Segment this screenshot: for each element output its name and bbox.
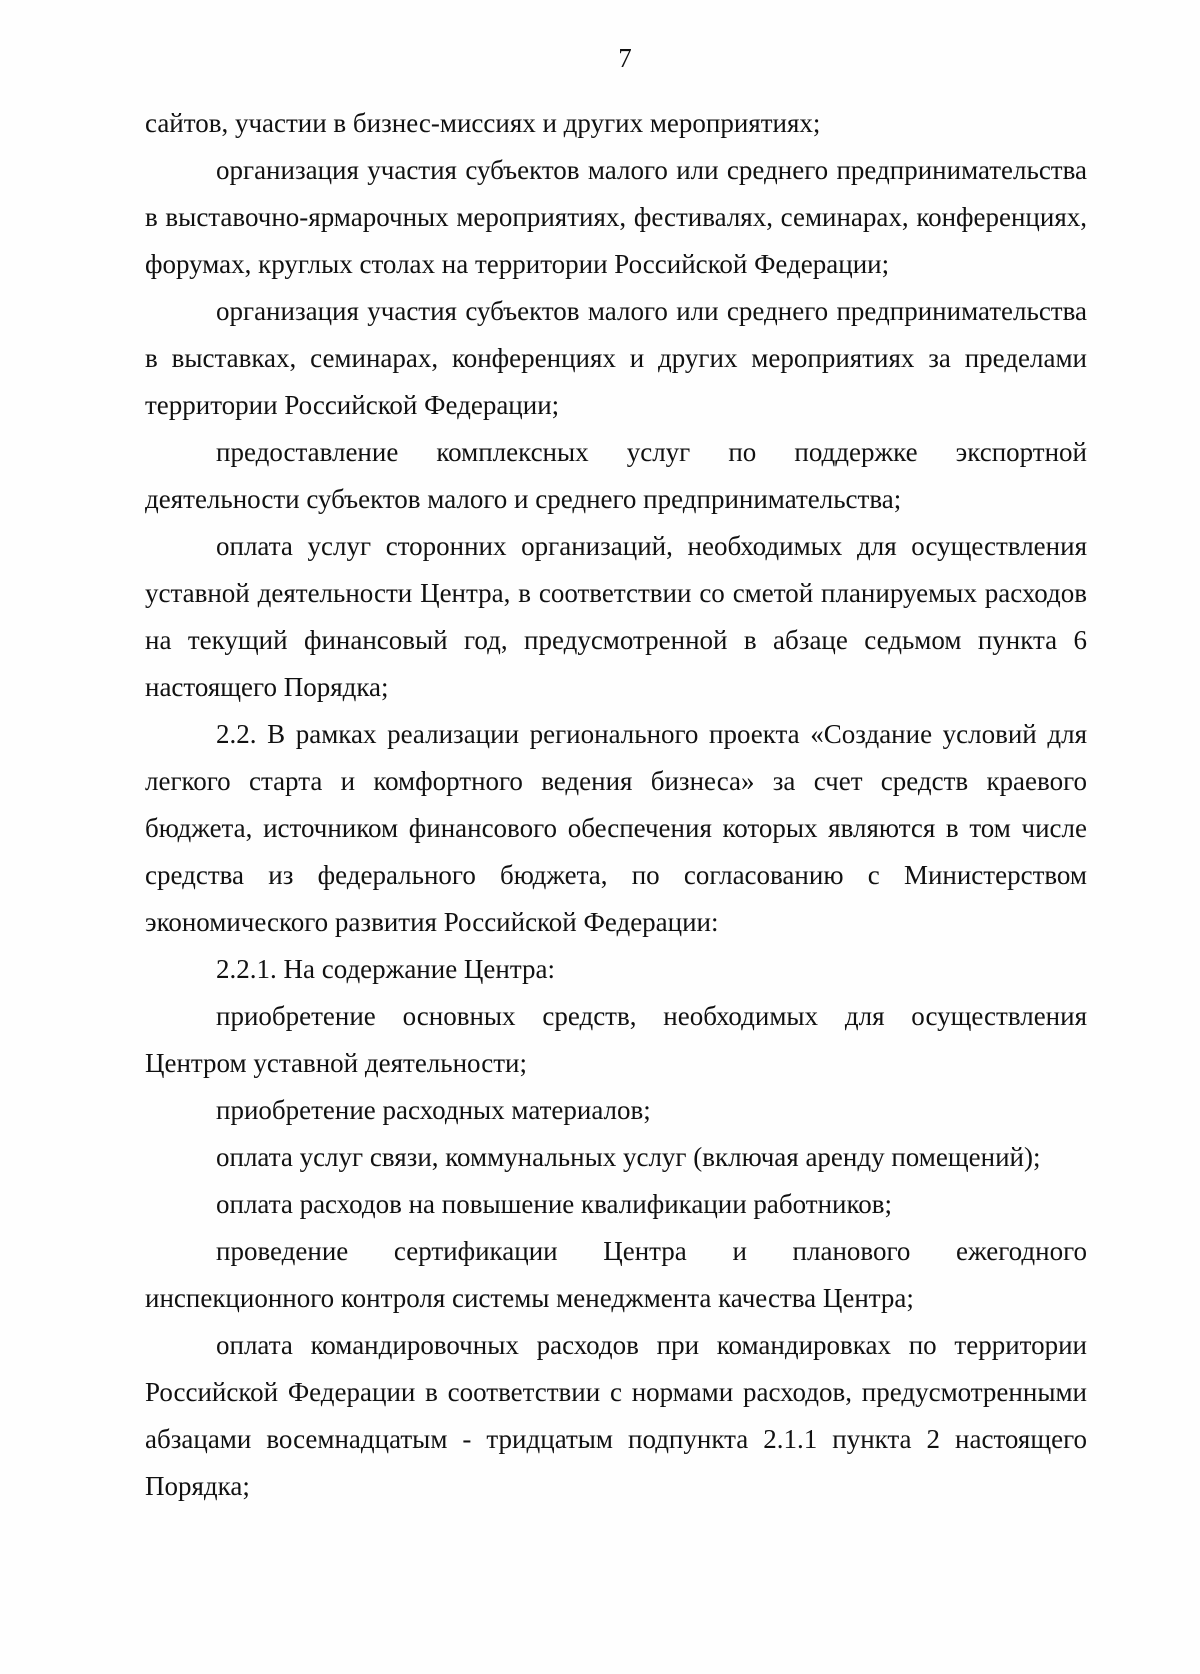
paragraph: проведение сертификации Центра и планового ежегодного инспекционного контроля системы менеджмента качества Центра;	[145, 1236, 1087, 1313]
page-number: 7	[618, 43, 632, 73]
paragraph: 2.2.1. На содержание Центра:	[216, 954, 555, 984]
paragraph: организация участия субъектов малого или среднего предпринимательства в выставочно-ярмарочных мероприятиях, фестивалях, семинарах, конференциях, форумах, круглых столах на территории Российской Федерации;	[145, 155, 1087, 279]
paragraph: предоставление комплексных услуг по поддержке экспортной деятельности субъектов малого и среднего предпринимательства;	[145, 437, 1087, 514]
document-body	[145, 100, 1087, 1510]
paragraph: приобретение основных средств, необходимых для осуществления Центром уставной деятельности;	[145, 1001, 1087, 1078]
paragraph: 2.2. В рамках реализации регионального проекта «Создание условий для легкого старта и комфортного ведения бизнеса» за счет средств краевого бюджета, источником финансового обеспечения которых являются в том числе средства из федерального бюджета, по согласованию с Министерством экономического развития Российской Федерации:	[145, 719, 1087, 937]
paragraph: оплата услуг связи, коммунальных услуг (включая аренду помещений);	[216, 1142, 1041, 1172]
paragraph: оплата командировочных расходов при командировках по территории Российской Федерации в соответствии с нормами расходов, предусмотренными абзацами восемнадцатым - тридцатым подпункта 2.1.1 пункта 2 настоящего Порядка;	[145, 1330, 1087, 1501]
paragraph: организация участия субъектов малого или среднего предпринимательства в выставках, семинарах, конференциях и других мероприятиях за пределами территории Российской Федерации;	[145, 296, 1087, 420]
paragraph-continuation: сайтов, участии в бизнес-миссиях и других мероприятиях;	[145, 108, 821, 138]
paragraph: оплата расходов на повышение квалификации работников;	[216, 1189, 892, 1219]
paragraph: приобретение расходных материалов;	[216, 1095, 651, 1125]
paragraph: оплата услуг сторонних организаций, необходимых для осуществления уставной деятельности Центра, в соответствии со сметой планируемых расходов на текущий финансовый год, предусмотренной в абзаце седьмом пункта 6 настоящего Порядка;	[145, 531, 1087, 702]
